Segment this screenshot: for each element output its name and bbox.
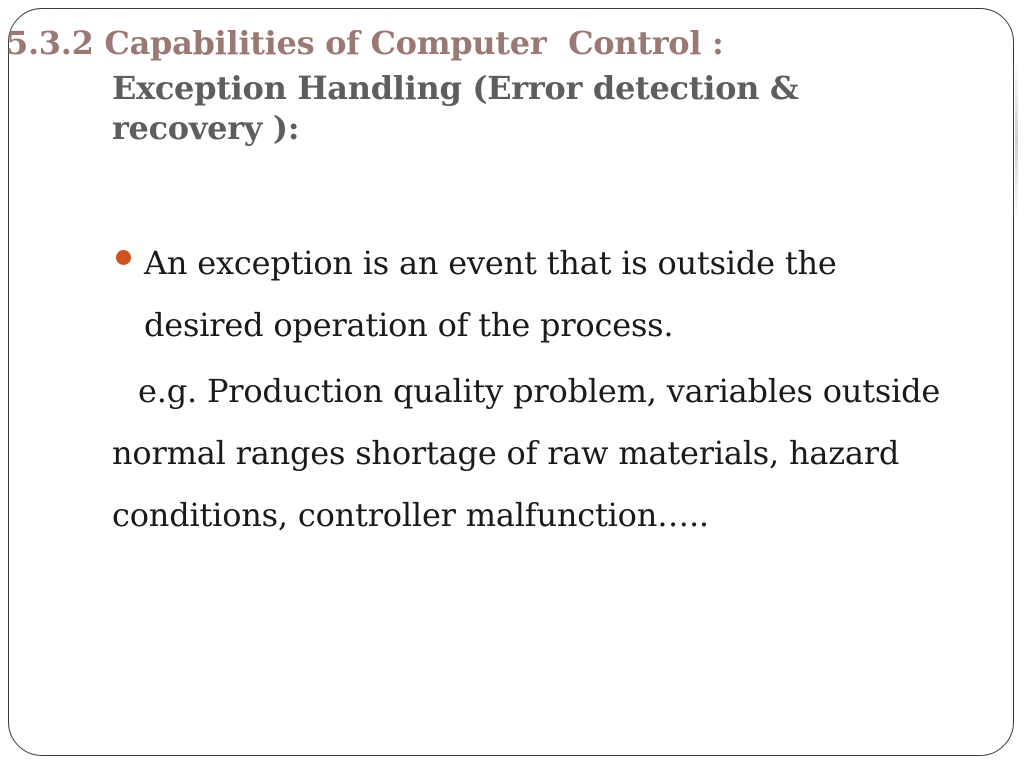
- slide-title: 5.3.2 Capabilities of Computer Control :: [6, 24, 724, 62]
- example-paragraph: [112, 360, 992, 546]
- bullet-text: An exception is an event that is outside the desired operation of the process.: [144, 244, 837, 344]
- slide-subtitle: Exception Handling (Error detection & recovery ):: [112, 69, 799, 147]
- frame-shadow: [1015, 60, 1018, 220]
- example-rest: normal ranges shortage of raw materials, hazard conditions, controller malfunction…..: [112, 434, 900, 534]
- bullet-dot-icon: [116, 250, 131, 265]
- example-first-line: e.g. Production quality problem, variables outside: [138, 372, 941, 410]
